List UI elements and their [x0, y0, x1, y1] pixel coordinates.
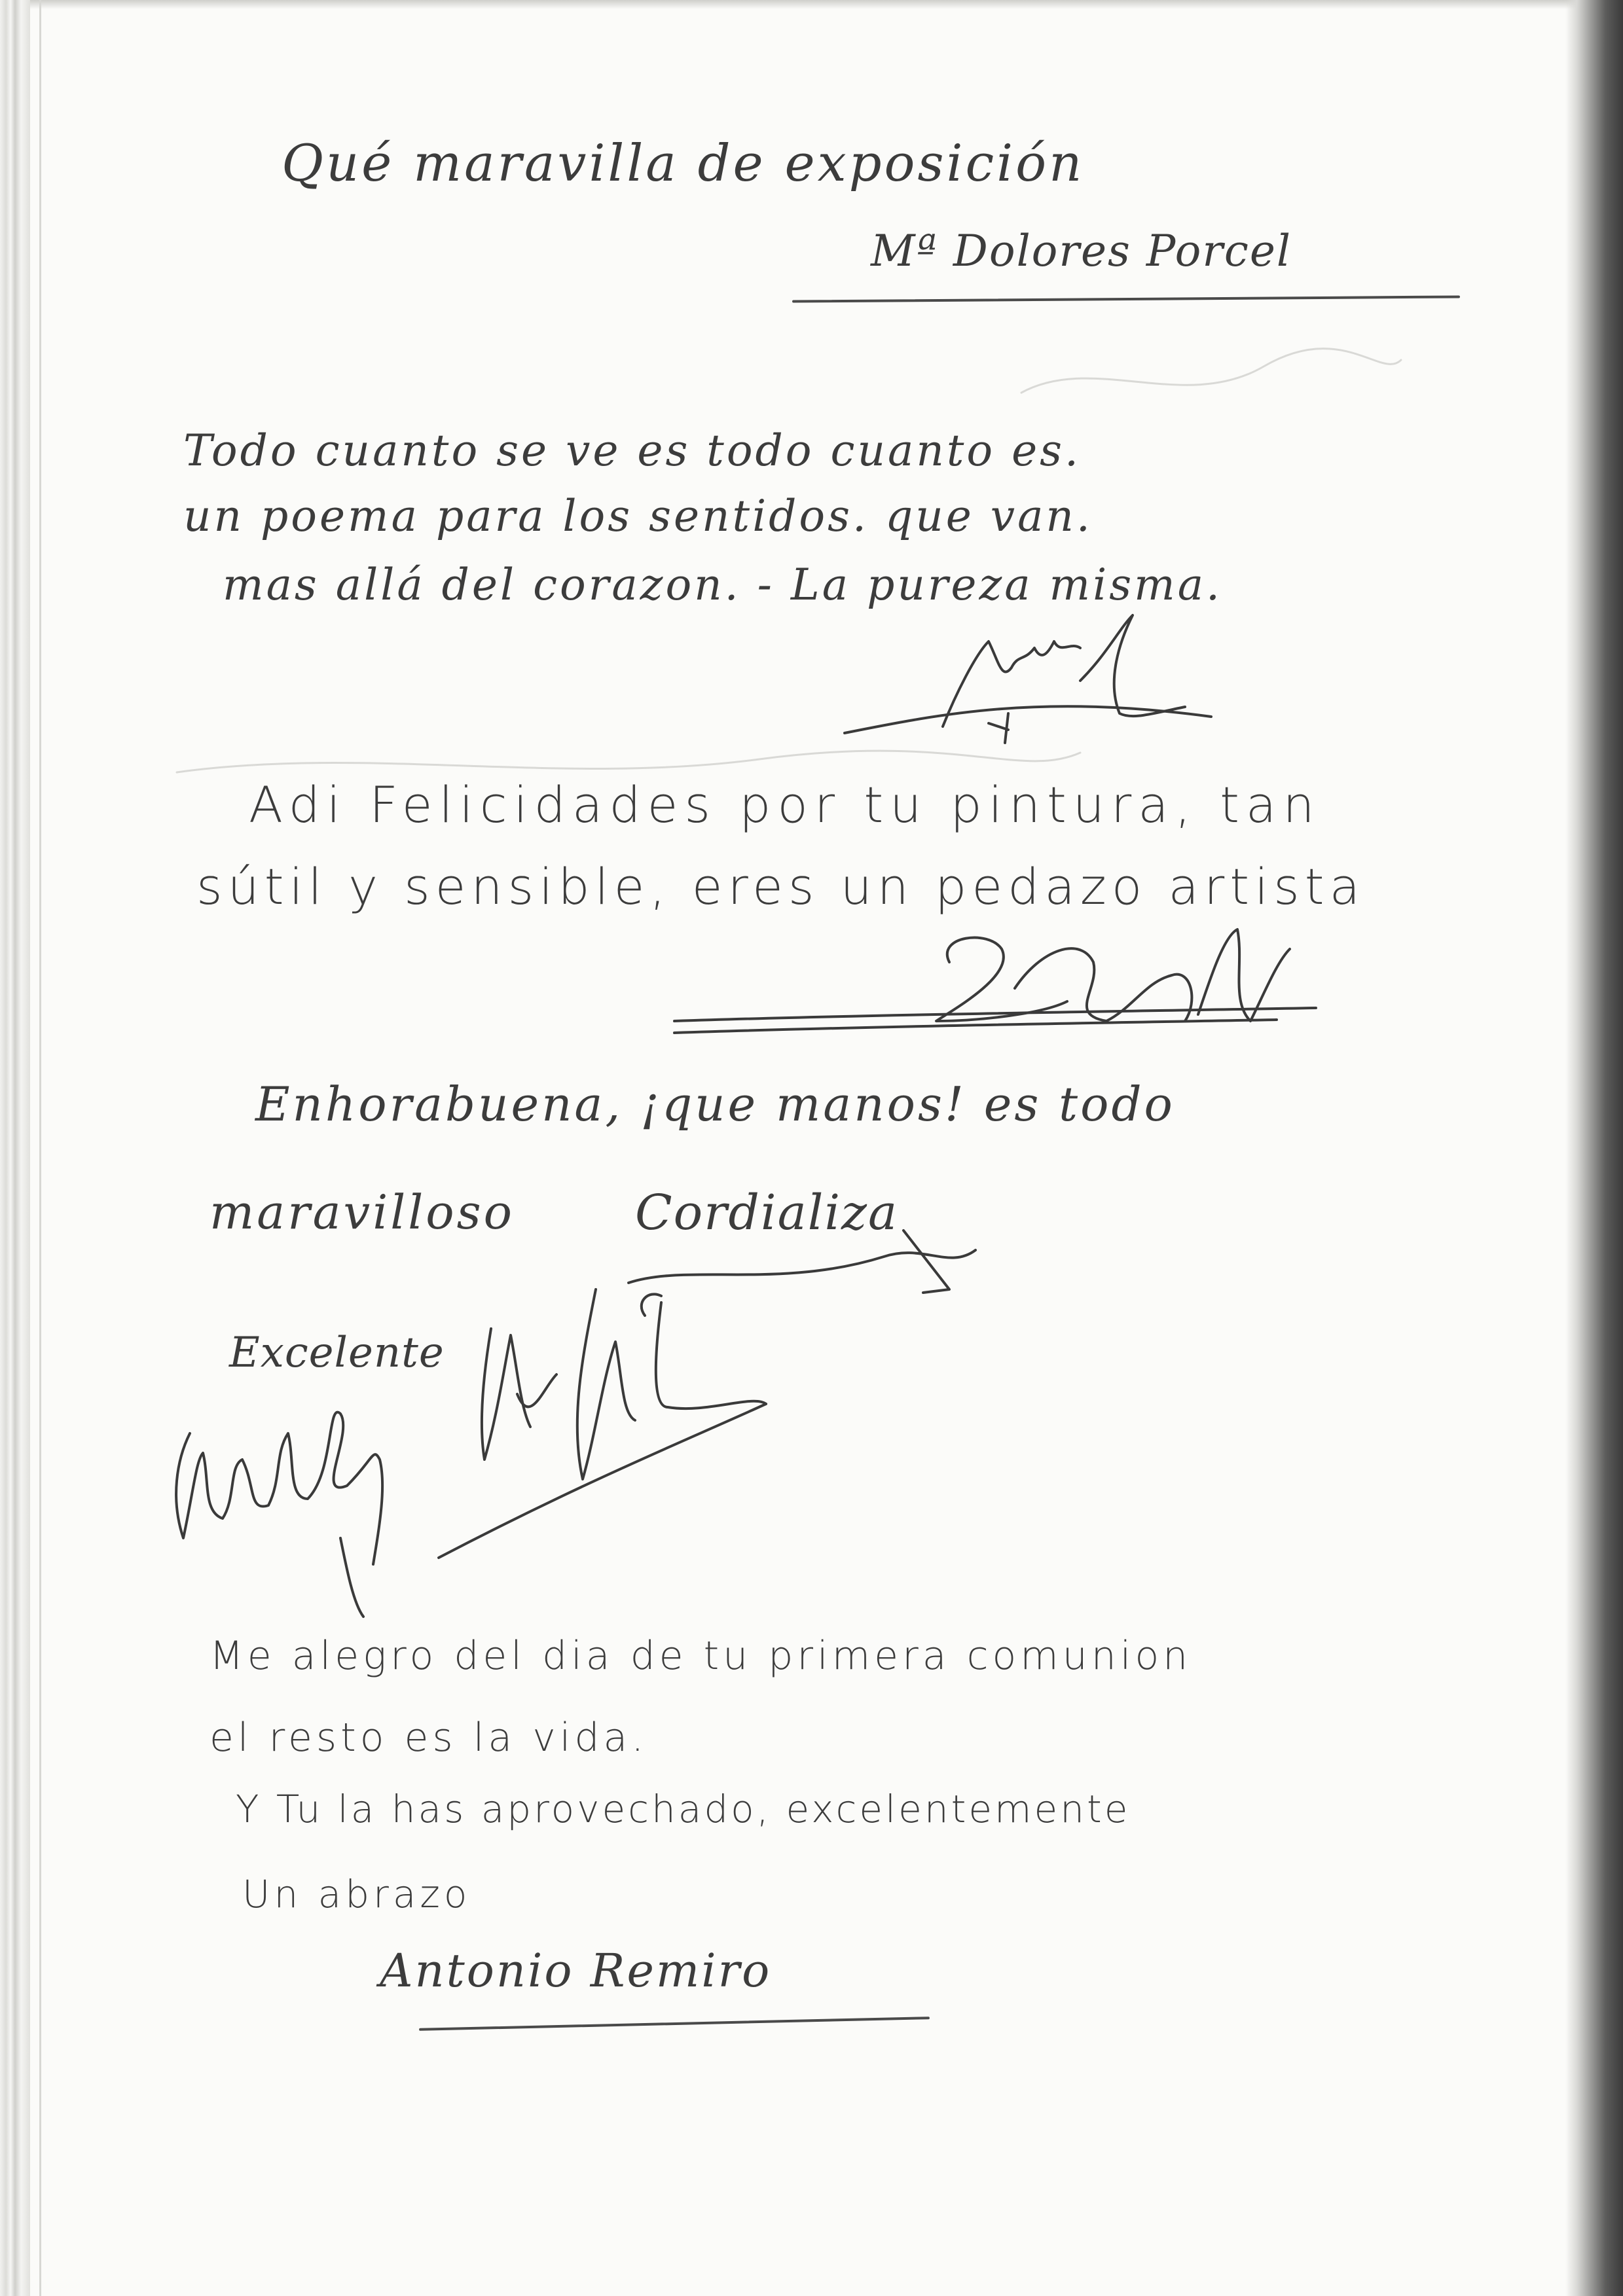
entry-6-line-1: Me alegro del dia de tu primera comunion — [210, 1633, 1192, 1679]
entry-3-line-2: sútil y sensible, eres un pedazo artista — [196, 857, 1366, 916]
entry-2-line-1: Todo cuanto se ve es todo cuanto es. — [183, 425, 1081, 476]
entry-6-underline — [419, 2017, 930, 2031]
entry-6-line-4: Un abrazo — [242, 1872, 471, 1916]
entry-6-signature: Antonio Remiro — [380, 1944, 772, 1998]
entry-5-line-1: Excelente — [229, 1329, 445, 1377]
entry-6-line-3: Y Tu la has aprovechado, excelentemente — [236, 1787, 1131, 1831]
bleed-through-marks — [1015, 340, 1408, 419]
page-edge-line — [39, 0, 41, 2296]
entry-1-signature: Mª Dolores Porcel — [871, 226, 1292, 276]
entry-5-signatures — [164, 1263, 818, 1630]
entry-6-line-2: el resto es la vida. — [210, 1715, 648, 1761]
entry-2-line-3: mas allá del corazon. - La pureza misma. — [223, 560, 1223, 610]
entry-4-signature: Cordializa — [635, 1185, 899, 1241]
entry-1-line-1: Qué maravilla de exposición — [282, 134, 1085, 193]
entry-4-line-1: Enhorabuena, ¡que manos! es todo — [255, 1077, 1175, 1132]
entry-2-signature-mark — [845, 615, 1237, 746]
entry-3-signature-mark — [674, 923, 1329, 1041]
entry-1-underline — [792, 295, 1460, 302]
page-edges-left — [0, 0, 30, 2296]
book-binding-gutter — [1565, 0, 1623, 2296]
page-top-shadow — [0, 0, 1623, 9]
entry-2-line-2: un poema para los sentidos. que van. — [183, 491, 1093, 541]
entry-4-line-2: maravilloso — [210, 1185, 515, 1240]
entry-3-line-1: Adi Felicidades por tu pintura, tan — [249, 776, 1321, 834]
